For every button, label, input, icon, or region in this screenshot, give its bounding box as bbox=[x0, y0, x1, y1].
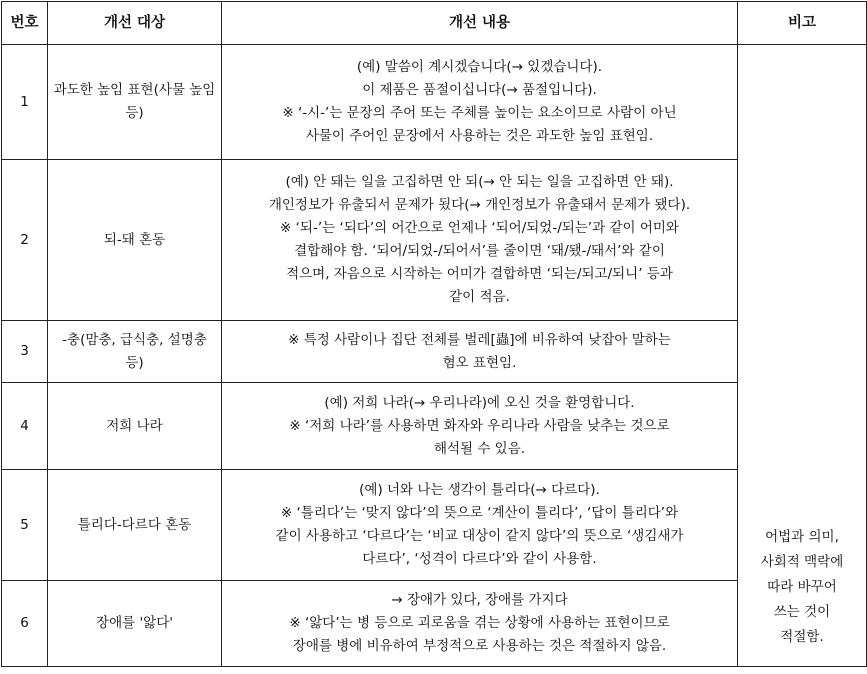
row-target bbox=[48, 45, 222, 160]
table-row bbox=[2, 160, 867, 321]
row-target-text: 틀리다-다르다 혼동 bbox=[77, 516, 192, 533]
row-number: 1 bbox=[2, 45, 48, 160]
row-number: 2 bbox=[2, 160, 48, 321]
remarks-line: 따라 바꾸어 bbox=[767, 579, 837, 595]
content-line: ※ ‘틀리다’는 ‘맞지 않다’의 뜻으로 ‘계산이 틀리다’, ‘답이 틀리다’와 bbox=[280, 505, 679, 521]
content-line: 사물이 주어인 문장에서 사용하는 것은 과도한 높임 표현임. bbox=[305, 128, 654, 144]
content-line: ※ ‘앓다’는 병 등으로 괴로움을 겪는 상황에 사용하는 표현이므로 bbox=[289, 615, 670, 631]
improvement-table bbox=[1, 1, 867, 667]
table-row bbox=[2, 383, 867, 470]
content-line: 같이 적음. bbox=[449, 289, 510, 305]
content-line: 이 제품은 품절이십니다(→ 품절입니다). bbox=[362, 82, 597, 98]
row-content bbox=[222, 45, 738, 160]
row-target-text: 되-돼 혼동 bbox=[103, 231, 166, 248]
content-line: ※ ‘-시-’는 문장의 주어 또는 주체를 높이는 요소이므로 사람이 아닌 bbox=[282, 105, 677, 121]
table-row bbox=[2, 45, 867, 160]
remarks-line: 사회적 맥락에 bbox=[760, 554, 844, 570]
header-target: 개선 대상 bbox=[48, 2, 222, 45]
content-line: → 장애가 있다, 장애를 가지다 bbox=[391, 592, 568, 608]
remarks-cell bbox=[738, 45, 867, 667]
row-target-text: 과도한 높임 표현(사물 높임 등) bbox=[53, 82, 216, 121]
content-line: 혐오 표현임. bbox=[442, 354, 517, 371]
table-row bbox=[2, 581, 867, 667]
content-line: (예) 저희 나라(→ 우리나라)에 오신 것을 환영합니다. bbox=[324, 394, 635, 411]
header-number: 번호 bbox=[2, 2, 48, 45]
row-content bbox=[222, 581, 738, 667]
content-line: 결합해야 함. ‘되어/되었-/되어서’를 줄이면 ‘돼/됐-/돼서’와 같이 bbox=[294, 243, 665, 259]
remarks-line: 쓰는 것이 bbox=[773, 604, 831, 620]
content-line: 적으며, 자음으로 시작하는 어미가 결합하면 ‘되는/되고/되니’ 등과 bbox=[286, 266, 673, 282]
row-number: 6 bbox=[2, 581, 48, 667]
content-line: ※ ‘되-’는 ‘되다’의 어간으로 언제나 ‘되어/되었-/되는’과 같이 어미와 bbox=[280, 220, 679, 236]
content-line: 개인정보가 유출되서 문제가 됬다(→ 개인정보가 유출돼서 문제가 됐다). bbox=[268, 197, 691, 213]
row-target bbox=[48, 383, 222, 470]
row-content bbox=[222, 383, 738, 470]
remarks-line: 어법과 의미, bbox=[765, 529, 839, 545]
content-line: 다르다’, ‘성격이 다르다’와 같이 사용함. bbox=[362, 551, 597, 567]
row-target bbox=[48, 321, 222, 383]
content-line: 해석될 수 있음. bbox=[433, 440, 526, 457]
header-row bbox=[2, 2, 867, 45]
row-content bbox=[222, 160, 738, 321]
row-number: 4 bbox=[2, 383, 48, 470]
content-line: (예) 너와 나는 생각이 틀리다(→ 다르다). bbox=[359, 482, 600, 498]
row-target-text: 장애를 '앓다' bbox=[96, 615, 173, 631]
row-content bbox=[222, 321, 738, 383]
content-line: 같이 사용하고 ‘다르다’는 ‘비교 대상이 같지 않다’의 뜻으로 ‘생김새가 bbox=[275, 528, 684, 544]
content-line: ※ ‘저희 나라’를 사용하면 화자와 우리나라 사람을 낮추는 것으로 bbox=[289, 417, 670, 434]
row-target bbox=[48, 160, 222, 321]
table-row bbox=[2, 470, 867, 581]
header-content: 개선 내용 bbox=[222, 2, 738, 45]
row-number: 5 bbox=[2, 470, 48, 581]
remarks-line: 적절함. bbox=[780, 629, 824, 645]
row-target bbox=[48, 470, 222, 581]
row-target-text: -충(맘충, 급식충, 설명충 등) bbox=[62, 331, 207, 371]
row-target-text: 저희 나라 bbox=[106, 417, 163, 434]
content-line: (예) 말씀이 계시겠습니다(→ 있겠습니다). bbox=[356, 59, 603, 75]
table-row bbox=[2, 321, 867, 383]
content-line: 장애를 병에 비유하여 부정적으로 사용하는 것은 적절하지 않음. bbox=[292, 638, 667, 654]
content-line: (예) 안 돼는 일을 고집하면 안 되(→ 안 되는 일을 고집하면 안 돼). bbox=[285, 174, 674, 190]
row-number: 3 bbox=[2, 321, 48, 383]
row-target bbox=[48, 581, 222, 667]
content-line: ※ 특정 사람이나 집단 전체를 벌레[蟲]에 비유하여 낮잡아 말하는 bbox=[288, 331, 671, 348]
header-remarks: 비고 bbox=[738, 2, 867, 45]
row-content bbox=[222, 470, 738, 581]
